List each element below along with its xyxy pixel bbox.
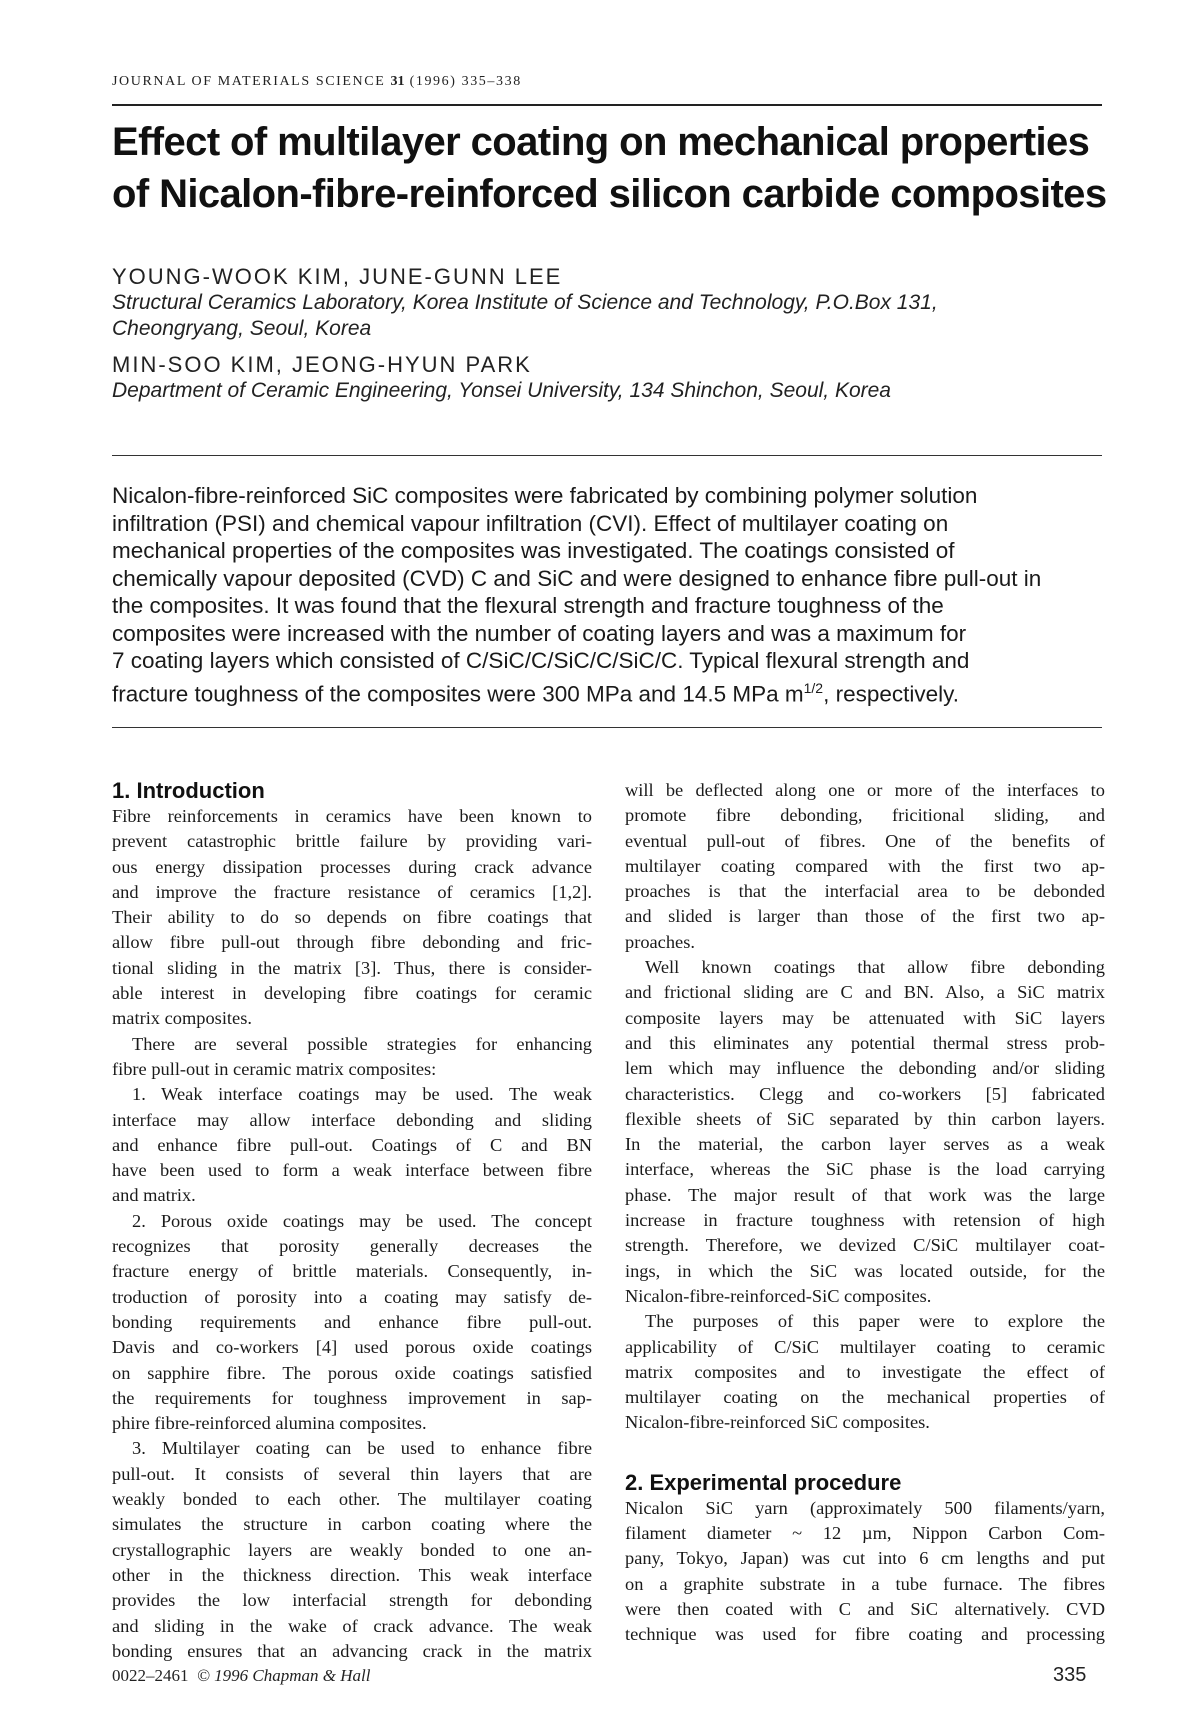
text-line: provides the low interfacial strength for debonding (112, 1590, 592, 1611)
abstract-line: Nicalon-fibre-reinforced SiC composites were fabricated by combining polymer solution (112, 483, 978, 508)
text-line: on sapphire fibre. The porous oxide coatings satisfied (112, 1362, 592, 1383)
text-line: fibre pull-out in ceramic matrix composites: (112, 1058, 437, 1079)
text-line: Fibre reinforcements in ceramics have been known to (112, 806, 592, 826)
text-line: allow fibre pull-out through fibre debonding and fric- (112, 932, 592, 953)
abstract-rule-bottom (112, 727, 1102, 728)
text-line: Nicalon-fibre-reinforced SiC composites. (625, 1412, 930, 1433)
text-line: and sliding in the wake of crack advance. The weak (112, 1615, 592, 1636)
text-line: ings, in which the SiC was located outside, for the (625, 1260, 1105, 1281)
affiliation-2 (112, 378, 1112, 404)
page-number: 335 (1053, 1664, 1087, 1686)
text-line: ous energy dissipation processes during crack advance (112, 856, 592, 877)
text-line: tional sliding in the matrix [3]. Thus, there is consider- (112, 957, 592, 978)
text-line: prevent catastrophic brittle failure by providing vari- (112, 831, 592, 852)
text-line: technique was used for fibre coating and processing (625, 1624, 1105, 1645)
text-line: interface may allow interface debonding and sliding (112, 1109, 592, 1130)
affiliation-1 (112, 290, 1112, 342)
right-column (625, 778, 1105, 1648)
text-line: Nicalon SiC yarn (approximately 500 filaments/yarn, (625, 1497, 1105, 1518)
text-line: matrix composites. (112, 1008, 252, 1029)
text-line: and matrix. (112, 1185, 196, 1206)
text-line: multilayer coating compared with the first two ap- (625, 855, 1105, 876)
text-line: other in the thickness direction. This weak interface (112, 1564, 592, 1585)
text-line: flexible sheets of SiC separated by thin carbon layers. (625, 1108, 1105, 1129)
text-line: strength. Therefore, we devized C/SiC multilayer coat- (625, 1235, 1105, 1256)
text-line: matrix composites and to investigate the effect of (625, 1361, 1105, 1382)
abstract-line: mechanical properties of the composites was investigated. The coatings consisted of (112, 538, 955, 563)
affiliation-line: Cheongryang, Seoul, Korea (112, 317, 372, 340)
text-line: eventual pull-out of fibres. One of the benefits of (625, 830, 1105, 851)
right-column-text (625, 778, 1105, 1436)
text-line: promote fibre debonding, fricitional sliding, and (625, 805, 1105, 826)
text-line: and enhance fibre pull-out. Coatings of C and BN (112, 1134, 592, 1155)
text-line: the requirements for toughness improvement in sap- (112, 1387, 592, 1408)
text-line: proaches. (625, 931, 695, 952)
text-line: able interest in developing fibre coatings for ceramic (112, 983, 592, 1004)
text-line: and slided is larger than those of the first two ap- (625, 906, 1105, 927)
text-line: Nicalon-fibre-reinforced-SiC composites. (625, 1285, 932, 1306)
text-line: pany, Tokyo, Japan) was cut into 6 cm lengths and put (625, 1548, 1105, 1569)
affiliation-line: Structural Ceramics Laboratory, Korea Institute of Science and Technology, P.O.Box 131, (112, 291, 938, 314)
text-line: 1. Weak interface coatings may be used. The weak (132, 1084, 592, 1105)
text-line: There are several possible strategies for enhancing (132, 1033, 592, 1054)
text-line: increase in fracture toughness with retension of high (625, 1210, 1105, 1231)
text-line: will be deflected along one or more of the interfaces to (625, 780, 1105, 800)
text-line: bonding requirements and enhance fibre pull-out. (112, 1311, 592, 1332)
text-line: crystallographic layers are weakly bonded to one an- (112, 1539, 592, 1560)
text-line: pull-out. It consists of several thin layers that are (112, 1463, 592, 1484)
left-column (112, 778, 592, 1664)
authors-group-1: YOUNG-WOOK KIM, JUNE-GUNN LEE (112, 264, 563, 289)
paper-title (112, 116, 1112, 220)
left-column-text (112, 804, 592, 1664)
authors-group-2: MIN-SOO KIM, JEONG-HYUN PARK (112, 352, 532, 377)
text-line: and this eliminates any potential thermal stress prob- (625, 1032, 1105, 1053)
text-line: troduction of porosity into a coating may satisfy de- (112, 1286, 592, 1307)
text-line: phire fibre-reinforced alumina composites. (112, 1413, 427, 1434)
text-line: proaches is that the interfacial area to be debonded (625, 881, 1105, 902)
abstract-rule-top (112, 455, 1102, 456)
abstract-line: 7 coating layers which consisted of C/SiC/C/SiC/C/SiC/C. Typical flexural strength and (112, 648, 970, 673)
text-line: have been used to form a weak interface between fibre (112, 1160, 592, 1181)
text-line: weakly bonded to each other. The multilayer coating (112, 1489, 592, 1510)
text-line: composite layers may be attenuated with SiC layers (625, 1007, 1105, 1028)
text-line: characteristics. Clegg and co-workers [5] fabricated (625, 1083, 1105, 1104)
abstract-line: infiltration (PSI) and chemical vapour infiltration (CVI). Effect of multilayer coating on (112, 510, 949, 536)
text-line: bonding ensures that an advancing crack in the matrix (112, 1640, 592, 1661)
running-head: JOURNAL OF MATERIALS SCIENCE 31 (1996) 335–338 (112, 74, 522, 89)
experimental-text (625, 1496, 1105, 1648)
affiliation-line: Department of Ceramic Engineering, Yonsei University, 134 Shinchon, Seoul, Korea (112, 379, 891, 402)
title-line: of Nicalon-fibre-reinforced silicon carbide composites (112, 172, 1107, 216)
text-line: and improve the fracture resistance of ceramics [1,2]. (112, 881, 592, 902)
text-line: Well known coatings that allow fibre debonding (645, 957, 1105, 978)
abstract-line: composites were increased with the number of coating layers and was a maximum for (112, 620, 967, 646)
section-heading-introduction: 1. Introduction (112, 778, 265, 803)
text-line: recognizes that porosity generally decreases the (112, 1236, 592, 1257)
text-line: fracture energy of brittle materials. Consequently, in- (112, 1261, 592, 1282)
text-line: on a graphite substrate in a tube furnace. The fibres (625, 1573, 1105, 1594)
text-line: lem which may influence the debonding and/or sliding (625, 1058, 1105, 1079)
abstract-line: fracture toughness of the composites were 300 MPa and 14.5 MPa $m^{1/2}$, respectively. (112, 679, 959, 706)
text-line: 2. Porous oxide coatings may be used. The concept (132, 1210, 592, 1231)
text-line: In the material, the carbon layer serves as a weak (625, 1134, 1105, 1155)
text-line: 3. Multilayer coating can be used to enhance fibre (132, 1438, 592, 1459)
text-line: phase. The major result of that work was the large (625, 1184, 1105, 1205)
footer-copyright: 0022–2461 © 1996 Chapman & Hall (112, 1666, 371, 1685)
text-line: filament diameter ~ 12 µm, Nippon Carbon Com- (625, 1523, 1105, 1544)
text-line: and frictional sliding are C and BN. Also, a SiC matrix (625, 982, 1105, 1003)
text-line: interface, whereas the SiC phase is the load carrying (625, 1159, 1105, 1180)
text-line: Davis and co-workers [4] used porous oxide coatings (112, 1337, 592, 1358)
section-heading-experimental: 2. Experimental procedure (625, 1469, 902, 1495)
text-line: simulates the structure in carbon coating where the (112, 1514, 592, 1535)
text-line: multilayer coating on the mechanical properties of (625, 1387, 1105, 1408)
abstract-line: the composites. It was found that the flexural strength and fracture toughness of the (112, 593, 944, 618)
text-line: applicability of C/SiC multilayer coating to ceramic (625, 1336, 1105, 1357)
header-rule (112, 104, 1102, 106)
text-line: The purposes of this paper were to explore the (645, 1311, 1105, 1332)
abstract-line: chemically vapour deposited (CVD) C and SiC and were designed to enhance fibre pull-out in (112, 565, 1042, 591)
abstract (112, 482, 1112, 708)
text-line: Their ability to do so depends on fibre coatings that (112, 907, 592, 928)
title-line: Effect of multilayer coating on mechanical properties (112, 120, 1090, 164)
text-line: were then coated with C and SiC alternatively. CVD (625, 1598, 1105, 1619)
